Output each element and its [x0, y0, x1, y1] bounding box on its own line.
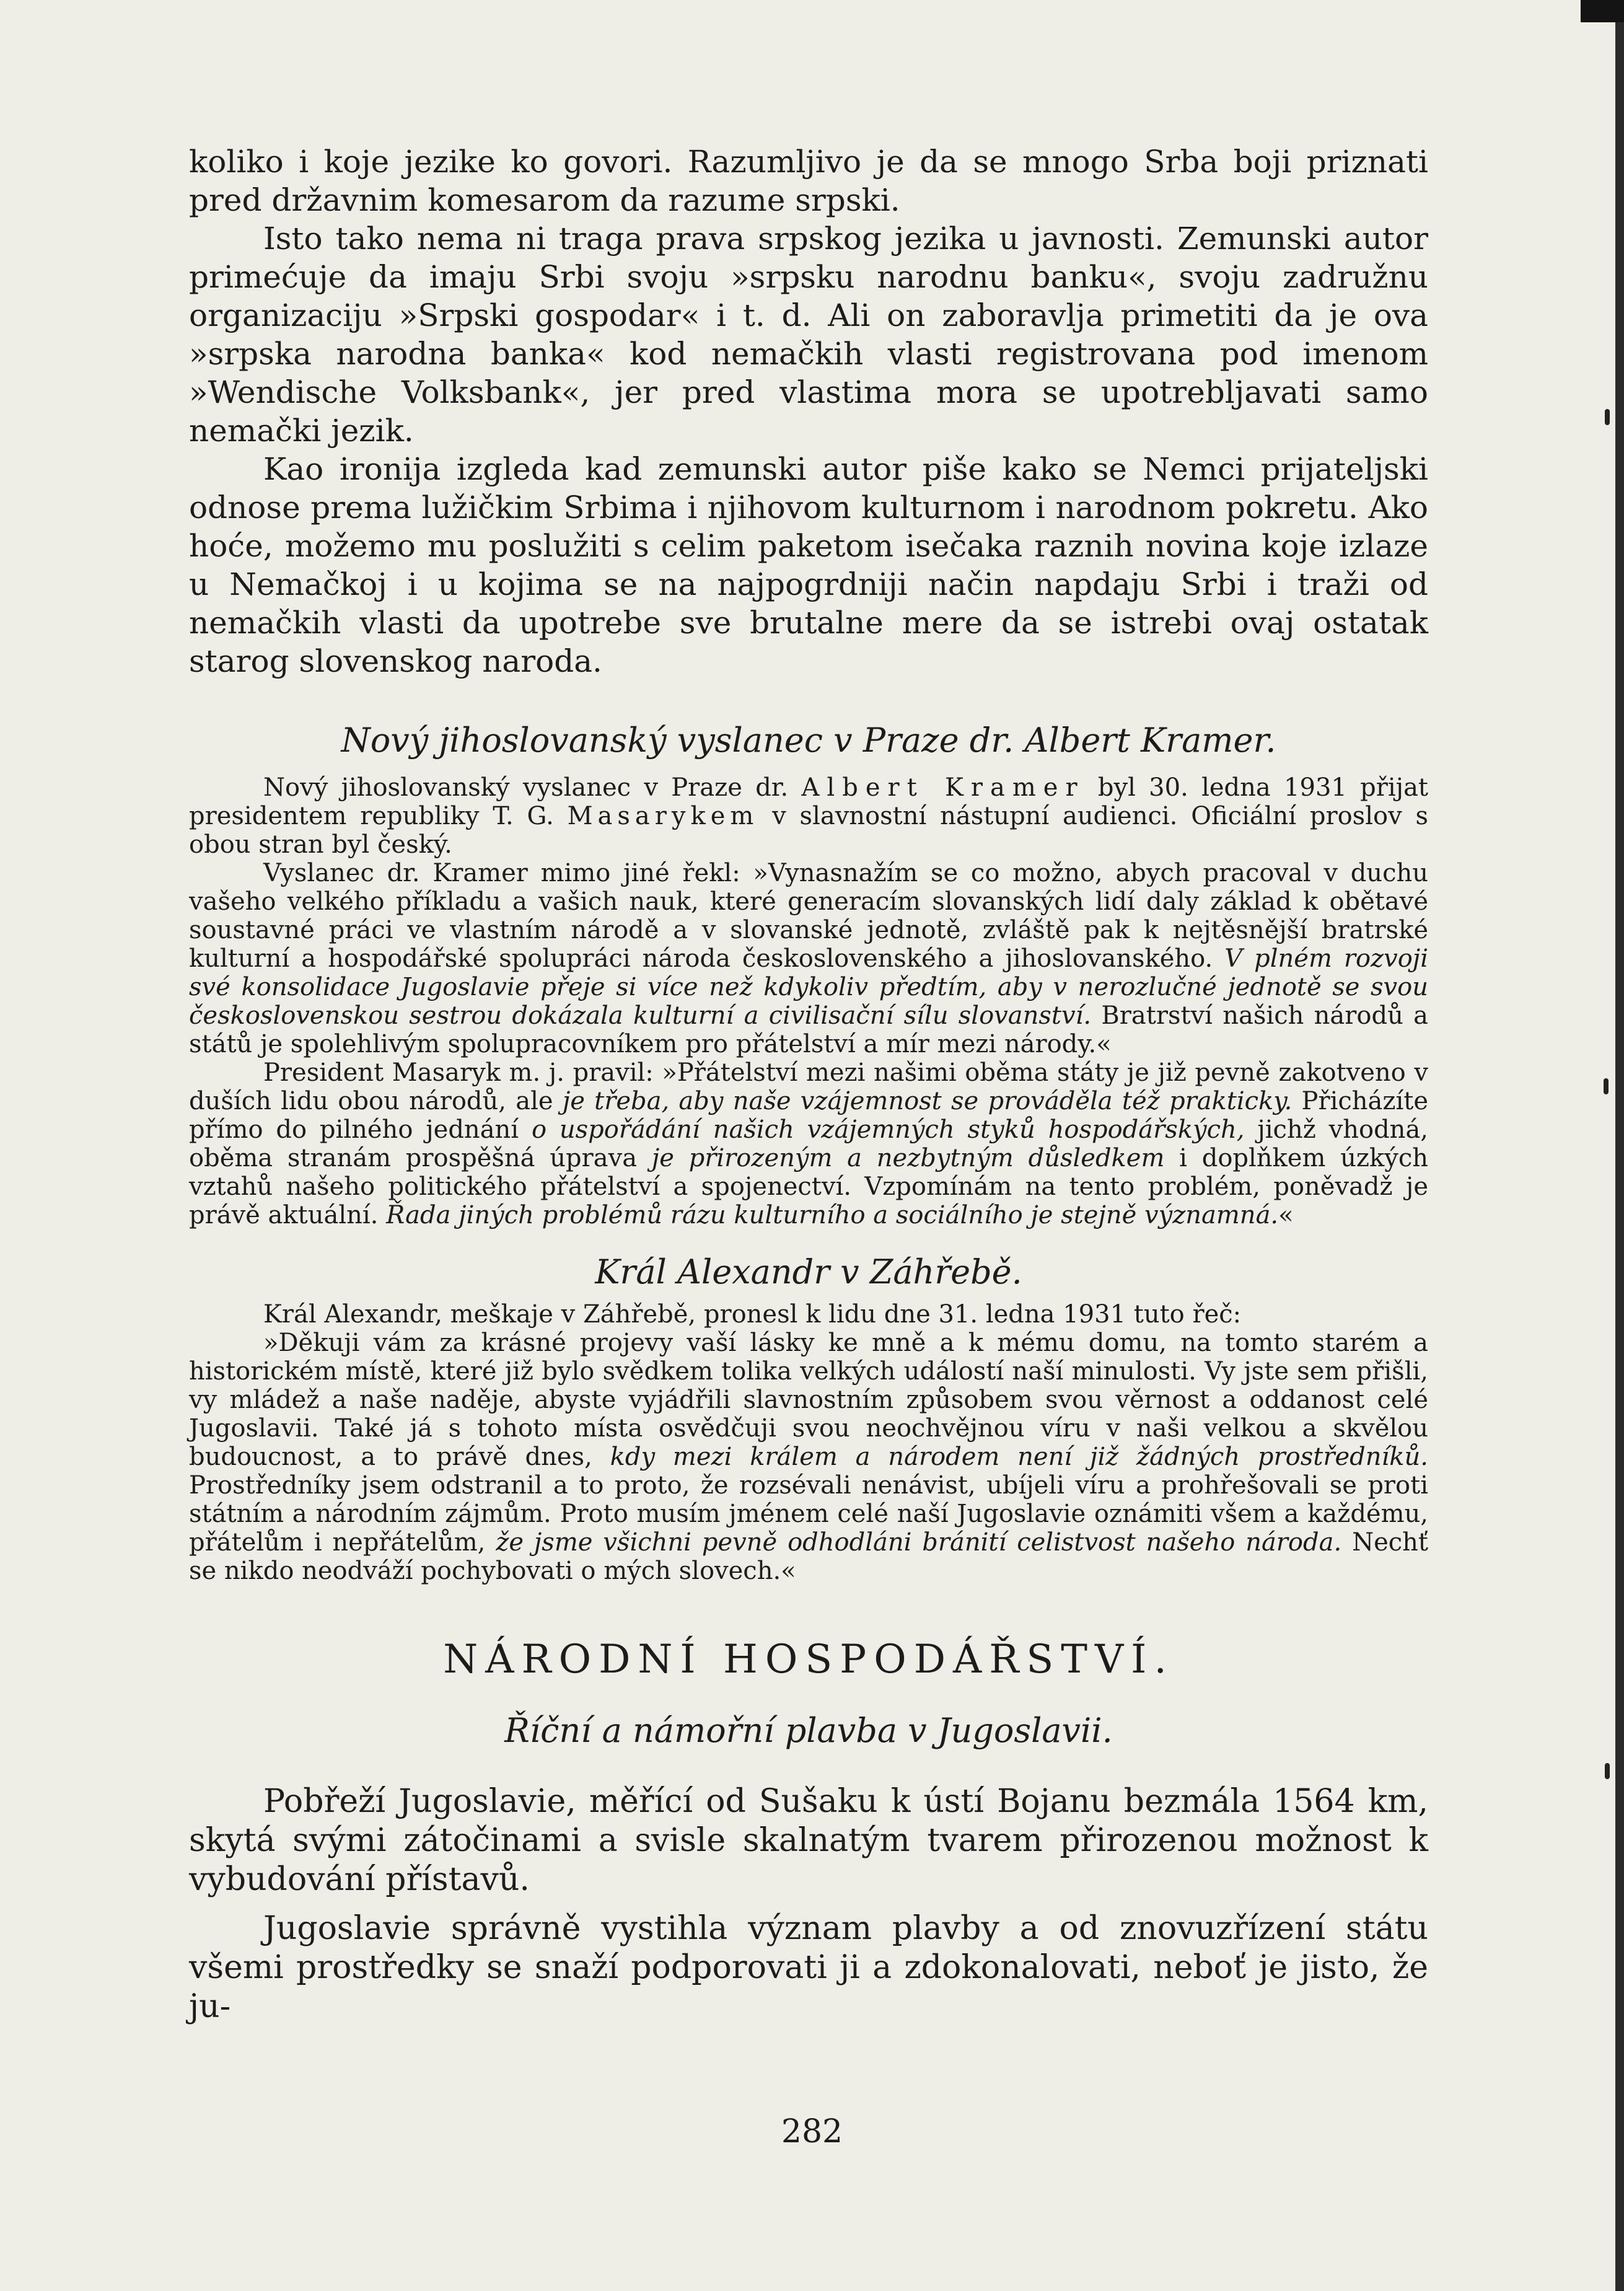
italic-text: kdy mezi králem a národem není již žádných prostředníků. [610, 1443, 1428, 1471]
section-heading: NÁRODNÍ HOSPODÁŘSTVÍ. [443, 1637, 1174, 1682]
alexandr-heading: Král Alexandr v Záhřebě. [595, 1252, 1022, 1291]
page-content [189, 143, 1428, 2026]
text: Vyslanec dr. Kramer mimo jiné řekl: »Vynasnažím se co možno, abych pracoval v duchu vašeho velkého příkladu a vašich nauk, které generacím slovanských lidí daly základ k obětavé soustavné práci ve vlastním národě a v slovanské jednotě, zvláště pak k nejtěsnější bratrské kulturní a hospodářské spolupráci národa československého a jihoslovanského. [189, 859, 1428, 973]
text: i doplňkem úzkých vztahů našeho politického přátelství a spojenectví. Vzpomínám na tento problém, poněvadž je právě aktuální. [189, 1144, 1428, 1229]
paragraph: Pobřeží Jugoslavie, měřící od Sušaku k ústí Bojanu bezmála 1564 km, skytá svými zátočinami a svisle skalnatým tvarem přirozenou možnost k vybudování přístavů. [189, 1783, 1428, 1898]
punch-mark [1605, 409, 1610, 425]
italic-text: o uspořádání našich vzájemných styků hospodářských, [531, 1115, 1245, 1144]
text: jichž vhodná, oběma stranám prospěšná úprava [189, 1115, 1428, 1172]
text: »Děkuji vám za krásné projevy vaší lásky ke mně a k mému domu, na tomto starém a historickém místě, které již bylo svědkem tolika velkých událostí naší minulosti. Vy jste sem přišli, vy mládež a naše naděje, abyste vyjádřili slavnostním způsobem svou věrnost a oddanost celé Jugoslavii. Také já s tohoto místa osvědčuji svou neochvějnou víru v naši velkou a skvělou budoucnost, a to právě dnes, [189, 1329, 1428, 1471]
kramer-article [189, 773, 1428, 1229]
spaced-name: Masarykem [567, 802, 759, 830]
page-number: 282 [781, 2113, 843, 2150]
text: byl 30. ledna 1931 přijat presidentem republiky T. G. [189, 773, 1428, 830]
economy-article [189, 1782, 1428, 2026]
paragraph: Isto tako nema ni traga prava srpskog jezika u javnosti. Zemunski autor primećuje da imaju Srbi svoju »srpsku narodnu banku«, svoju zadružnu organizaciju »Srpski gospodar« i t. d. Ali on zaboravlja primetiti da je ova »srpska narodna banka« kod nemačkih vlasti registrovana pod imenom »Wendische Volksbank«, jer pred vlastima mora se upotrebljavati samo nemački jezik. [189, 221, 1428, 449]
paragraph: koliko i koje jezike ko govori. Razumljivo je da se mnogo Srba boji priznati pred državnim komesarom da razume srpski. [189, 144, 1428, 218]
paragraph: Jugoslavie správně vystihla význam plavby a od znovuzřízení státu všemi prostředky se snaží podporovati ji a zdokonalovati, neboť je jisto, že ju- [189, 1910, 1428, 2025]
paragraph: Král Alexandr, meškaje v Záhřebě, pronesl k lidu dne 31. ledna 1931 tuto řeč: [263, 1300, 1242, 1329]
paragraph [189, 1329, 1428, 1585]
italic-text: je přirozeným a nezbytným důsledkem [651, 1144, 1165, 1172]
kramer-heading: Nový jihoslovanský vyslanec v Praze dr. Albert Kramer. [341, 721, 1276, 760]
text: v slavnostní nástupní audienci. Oficiální proslov s obou stran byl český. [189, 802, 1428, 859]
serbian-article [189, 143, 1428, 680]
text: Bratrství našich národů a států je spolehlivým spolupracovníkem pro přátelství a mír mezi národy.« [189, 1001, 1429, 1058]
punch-mark [1605, 1763, 1610, 1779]
punch-mark [1604, 1078, 1609, 1094]
text: Nechť se nikdo neodváží pochybovati o mých slovech.« [189, 1528, 1428, 1585]
paragraph [189, 1058, 1428, 1229]
text: President Masaryk m. j. pravil: »Přátelství mezi našimi oběma státy je již pevně zakotveno v duších lidu obou národů, ale [189, 1058, 1428, 1115]
italic-text: V plném rozvoji své konsolidace Jugoslavie přeje si více než kdykoliv předtím, aby v nerozlučné jednotě se svou československou sestrou dokázala kulturní a civilisační sílu slovanství. [189, 944, 1428, 1030]
paragraph [189, 859, 1428, 1058]
page-edge [1615, 0, 1624, 2291]
italic-text: Řada jiných problémů rázu kulturního a sociálního je stejně významná. [386, 1201, 1279, 1229]
section-subheading: Říční a námořní plavba v Jugoslavii. [504, 1711, 1113, 1750]
italic-text: je třeba, aby naše vzájemnost se prováděla též prakticky. [562, 1087, 1293, 1115]
text: Nový jihoslovanský vyslanec v Praze dr. [263, 773, 802, 802]
paragraph [189, 773, 1428, 859]
paragraph: Kao ironija izgleda kad zemunski autor piše kako se Nemci prijateljski odnose prema lužičkim Srbima i njihovom kulturnom i narodnom pokretu. Ako hoće, možemo mu poslužiti s celim paketom isečaka raznih novina koje izlaze u Nemačkoj i u kojima se na najpogrdniji način napdaju Srbi i traži od nemačkih vlasti da upotrebe sve brutalne mere da se istrebi ovaj ostatak starog slovenskog naroda. [189, 451, 1428, 679]
italic-text: že jsme všichni pevně odhodláni bránití celistvost našeho národa. [496, 1528, 1342, 1557]
text: « [1278, 1201, 1294, 1229]
text: Prostředníky jsem odstranil a to proto, že rozsévali nenávist, ubíjeli víru a prohřešovali se proti státním a národním zájmům. Proto musím jménem celé naší Jugoslavie oznámiti všem a každému, přátelům i nepřátelům, [189, 1471, 1428, 1557]
alexandr-article [189, 1300, 1428, 1585]
spaced-name: Albert Kramer [801, 773, 1085, 802]
text: Přicházíte přímo do pilného jednání [189, 1087, 1429, 1144]
page-corner [1581, 0, 1624, 22]
